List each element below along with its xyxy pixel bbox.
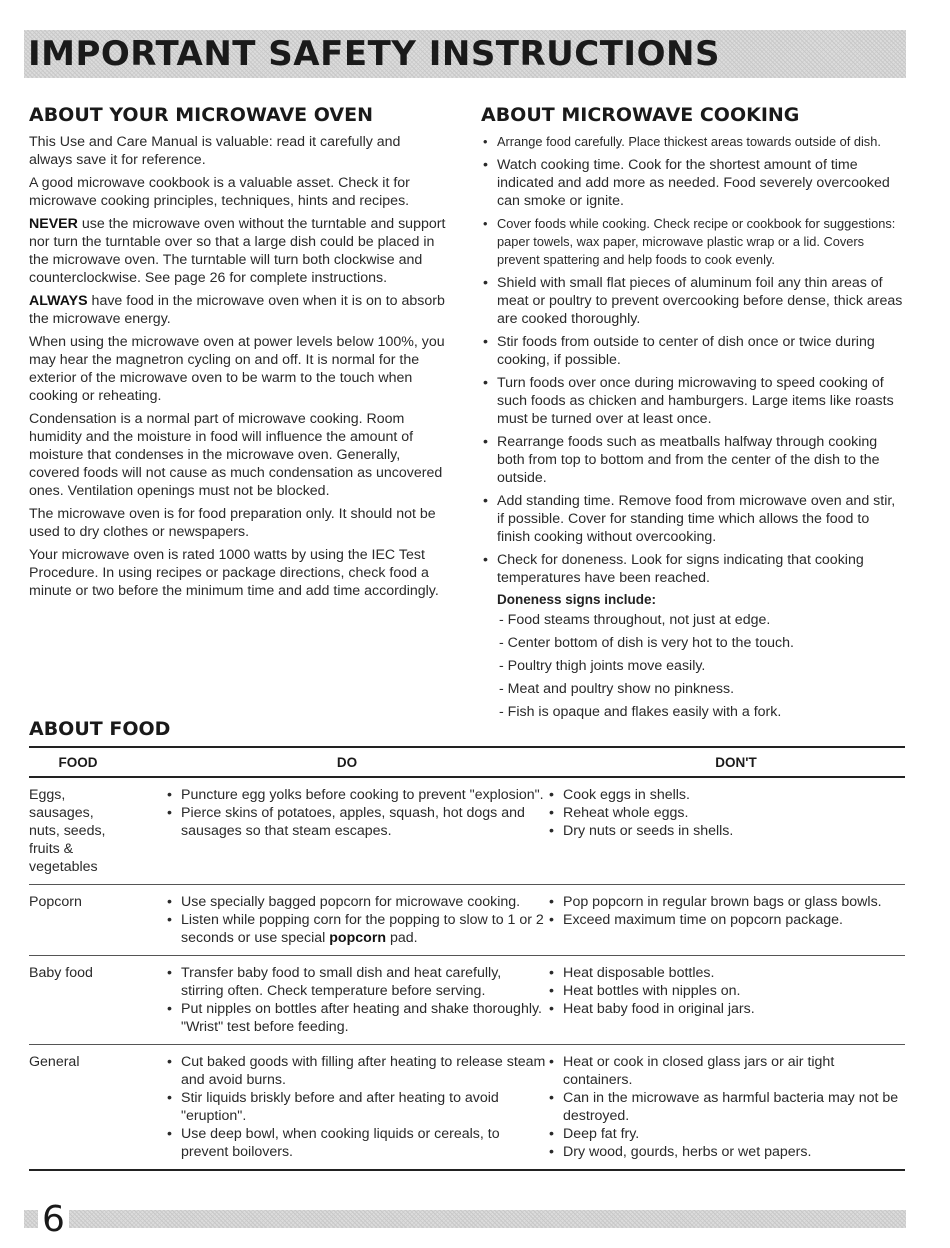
do-item-text: Listen while popping corn for the popping to slow to 1 or 2 seconds or use special (181, 912, 544, 946)
do-cell (165, 786, 547, 876)
column-header-do: DO (336, 754, 358, 770)
do-item: • Transfer baby food to small dish and heat carefully, stirring often. Check temperature before serving. (165, 964, 547, 1000)
do-item: • Put nipples on bottles after heating and shake thoroughly. "Wrist" test before feeding. (165, 1000, 547, 1036)
dont-item: • Heat baby food in original jars. (547, 1000, 905, 1018)
list-item: - Center bottom of dish is very hot to the touch. (499, 635, 794, 651)
paragraph: Condensation is a normal part of microwave cooking. Room humidity and the moisture in food will influence the amount of moisture that condenses in the microwave oven. Generally, covered foods will not cause as much condensation as uncovered ones. Ventilation openings must not be blocked. (29, 411, 443, 499)
paragraph-text: have food in the microwave oven when it is on to absorb the microwave energy. (29, 293, 445, 327)
dont-item: • Can in the microwave as harmful bacteria may not be destroyed. (547, 1089, 905, 1125)
dont-item: • Exceed maximum time on popcorn package. (547, 911, 905, 929)
dont-cell (547, 1053, 905, 1161)
do-cell (165, 893, 547, 947)
list-item: • Check for doneness. Look for signs indicating that cooking temperatures have been reached. (481, 551, 906, 587)
emphasis-never: NEVER (29, 216, 78, 232)
do-item (165, 911, 547, 947)
do-item: • Puncture egg yolks before cooking to prevent "explosion". (165, 786, 547, 804)
section-heading-about-food: ABOUT FOOD (29, 718, 171, 740)
dont-item: • Dry nuts or seeds in shells. (547, 822, 905, 840)
paragraph-always (29, 292, 447, 328)
cooking-tips-list (481, 133, 906, 587)
dont-item: • Pop popcorn in regular brown bags or glass bowls. (547, 893, 905, 911)
list-item: - Poultry thigh joints move easily. (499, 658, 706, 674)
food-cell: Popcorn (29, 894, 82, 910)
dont-cell (547, 786, 905, 876)
dont-item: • Reheat whole eggs. (547, 804, 905, 822)
dont-item: • Cook eggs in shells. (547, 786, 905, 804)
list-item: • Shield with small flat pieces of aluminum foil any thin areas of meat or poultry to prevent overcooking before dense, thick areas are cooked thoroughly. (481, 274, 906, 328)
do-item: • Use specially bagged popcorn for microwave cooking. (165, 893, 547, 911)
emphasis-always: ALWAYS (29, 293, 88, 309)
list-item: • Cover foods while cooking. Check recipe or cookbook for suggestions: paper towels, wax paper, microwave plastic wrap or a lid. Covers prevent spattering and help foods to cook evenly. (481, 215, 906, 269)
table-header (29, 748, 905, 776)
section-heading-microwave-cooking: ABOUT MICROWAVE COOKING (481, 104, 800, 126)
do-cell (165, 964, 547, 1036)
list-item: - Fish is opaque and flakes easily with a fork. (499, 704, 782, 720)
list-item: • Stir foods from outside to center of dish once or twice during cooking, if possible. (481, 333, 906, 369)
left-column (29, 104, 447, 605)
do-item: • Pierce skins of potatoes, apples, squash, hot dogs and sausages so that steam escapes. (165, 804, 547, 840)
paragraph: A good microwave cookbook is a valuable asset. Check it for microwave cooking principles, techniques, hints and recipes. (29, 175, 410, 209)
doneness-heading: Doneness signs include: (497, 592, 657, 607)
doneness-list (499, 611, 906, 721)
section-heading-microwave-oven: ABOUT YOUR MICROWAVE OVEN (29, 104, 373, 126)
table-row (29, 778, 905, 885)
dont-item: • Heat disposable bottles. (547, 964, 905, 982)
dont-cell (547, 893, 905, 947)
table-row (29, 885, 905, 956)
paragraph-text: use the microwave oven without the turntable and support nor turn the turntable over so that a large dish could be placed in the microwave oven. The turntable will turn both clockwise and counterclockwise. See page 26 for complete instructions. (29, 216, 446, 286)
dont-item: • Deep fat fry. (547, 1125, 905, 1143)
food-table (29, 746, 905, 1171)
do-cell (165, 1053, 547, 1161)
list-item: • Add standing time. Remove food from microwave oven and stir, if possible. Cover for standing time which allows the food to finish cooking without overcooking. (481, 492, 906, 546)
table-rule-bottom (29, 1169, 905, 1171)
paragraph: This Use and Care Manual is valuable: read it carefully and always save it for reference. (29, 134, 401, 168)
dont-item: • Heat or cook in closed glass jars or air tight containers. (547, 1053, 905, 1089)
list-item: - Meat and poultry show no pinkness. (499, 681, 735, 697)
do-item: • Cut baked goods with filling after heating to release steam and avoid burns. (165, 1053, 547, 1089)
page-title: IMPORTANT SAFETY INSTRUCTIONS (28, 34, 720, 74)
footer-strip (24, 1210, 906, 1228)
list-item: - Food steams throughout, not just at edge. (499, 612, 771, 628)
column-header-dont: DON'T (715, 754, 757, 770)
dont-item: • Heat bottles with nipples on. (547, 982, 905, 1000)
paragraph-never (29, 215, 447, 287)
food-cell: Eggs, sausages, nuts, seeds, fruits & vegetables (29, 787, 106, 875)
list-item: • Arrange food carefully. Place thickest areas towards outside of dish. (481, 133, 906, 151)
dont-item: • Dry wood, gourds, herbs or wet papers. (547, 1143, 905, 1161)
list-item: • Rearrange foods such as meatballs halfway through cooking both from top to bottom and from the center of the dish to the outside. (481, 433, 906, 487)
dont-cell (547, 964, 905, 1036)
do-item: • Use deep bowl, when cooking liquids or cereals, to prevent boilovers. (165, 1125, 547, 1161)
table-row (29, 1045, 905, 1169)
list-item: • Watch cooking time. Cook for the shortest amount of time indicated and add more as needed. Food severely overcooked can smoke or ignite. (481, 156, 906, 210)
food-cell: Baby food (29, 965, 93, 981)
paragraph: When using the microwave oven at power levels below 100%, you may hear the magnetron cycling on and off. It is normal for the exterior of the microwave oven to be warm to the touch when cooking or reheating. (29, 334, 445, 404)
do-item: • Stir liquids briskly before and after heating to avoid "eruption". (165, 1089, 547, 1125)
table-row (29, 956, 905, 1045)
food-cell: General (29, 1054, 80, 1070)
list-item: • Turn foods over once during microwaving to speed cooking of such foods as chicken and hamburgers. Large items like roasts must be turned over at least once. (481, 374, 906, 428)
right-column (481, 104, 906, 726)
column-header-food: FOOD (58, 754, 98, 770)
paragraph: Your microwave oven is rated 1000 watts by using the IEC Test Procedure. In using recipes or package directions, check food a minute or two before the minimum time and add time accordingly. (29, 547, 439, 599)
paragraph: The microwave oven is for food preparation only. It should not be used to dry clothes or newspapers. (29, 506, 436, 540)
page-number: 6 (38, 1200, 69, 1240)
do-item-text: pad. (386, 930, 418, 946)
emphasis-popcorn: popcorn (329, 930, 387, 946)
